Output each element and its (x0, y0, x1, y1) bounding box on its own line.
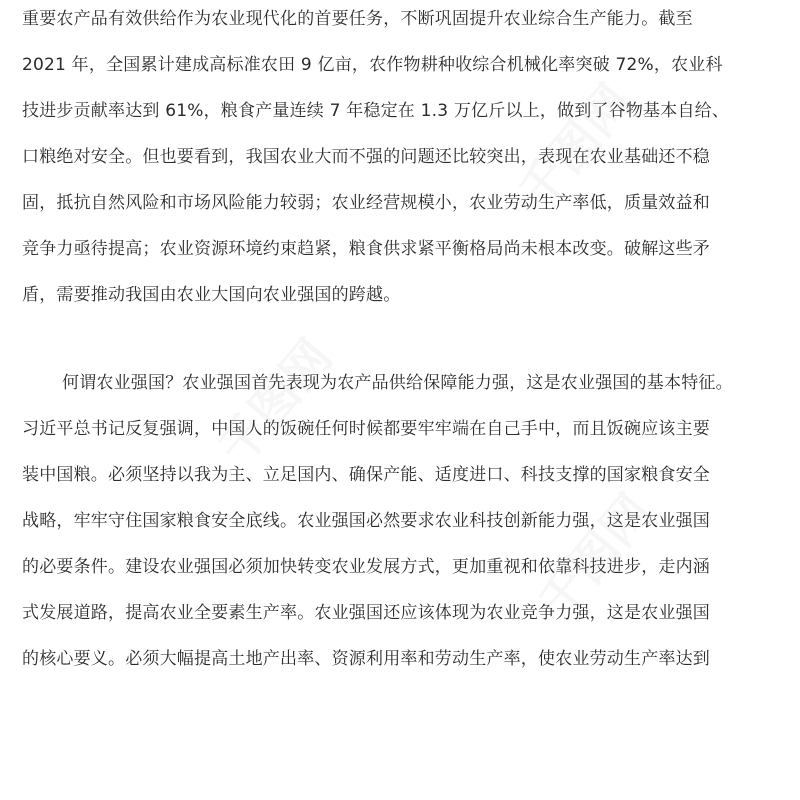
text-line: 何谓农业强国？农业强国首先表现为农产品供给保障能力强，这是农业强国的基本特征。 (62, 373, 733, 393)
text-line: 重要农产品有效供给作为农业现代化的首要任务，不断巩固提升农业综合生产能力。截至 (22, 9, 693, 29)
text-line: 的必要条件。建设农业强国必须加快转变农业发展方式，更加重视和依靠科技进步，走内涵 (22, 557, 710, 577)
paragraph-2 (22, 364, 782, 686)
watermark: 千图网 (207, 329, 344, 476)
text-line: 式发展道路，提高农业全要素生产率。农业强国还应该体现为农业竞争力强，这是农业强国 (22, 603, 710, 623)
text-line: 2021 年，全国累计建成高标准农田 9 亿亩，农作物耕种收综合机械化率突破 72%，农业科 (22, 55, 723, 75)
paragraph-gap (22, 322, 782, 364)
paragraph-1 (22, 0, 782, 322)
text-line: 战略，牢牢守住国家粮食安全底线。农业强国必然要求农业科技创新能力强，这是农业强国 (22, 511, 710, 531)
text-line: 固，抵抗自然风险和市场风险能力较弱；农业经营规模小，农业劳动生产率低，质量效益和 (22, 193, 710, 213)
text-line: 竞争力亟待提高；农业资源环境约束趋紧，粮食供求紧平衡格局尚未根本改变。破解这些矛 (22, 239, 710, 259)
article-body (22, 0, 782, 686)
text-line: 技进步贡献率达到 61%，粮食产量连续 7 年稳定在 1.3 万亿斤以上，做到了谷物基本自给、 (22, 101, 730, 121)
text-line: 习近平总书记反复强调，中国人的饭碗任何时候都要牢牢端在自己手中，而且饭碗应该主要 (22, 419, 710, 439)
text-line: 口粮绝对安全。但也要看到，我国农业大而不强的问题还比较突出，表现在农业基础还不稳 (22, 147, 710, 167)
text-line: 盾，需要推动我国由农业大国向农业强国的跨越。 (22, 285, 401, 305)
text-line: 的核心要义。必须大幅提高土地产出率、资源利用率和劳动生产率，使农业劳动生产率达到 (22, 649, 710, 669)
text-line: 装中国粮。必须坚持以我为主、立足国内、确保产能、适度进口、科技支撑的国家粮食安全 (22, 465, 710, 485)
watermark: 千图网 (527, 484, 664, 631)
watermark: 千图网 (507, 74, 644, 221)
